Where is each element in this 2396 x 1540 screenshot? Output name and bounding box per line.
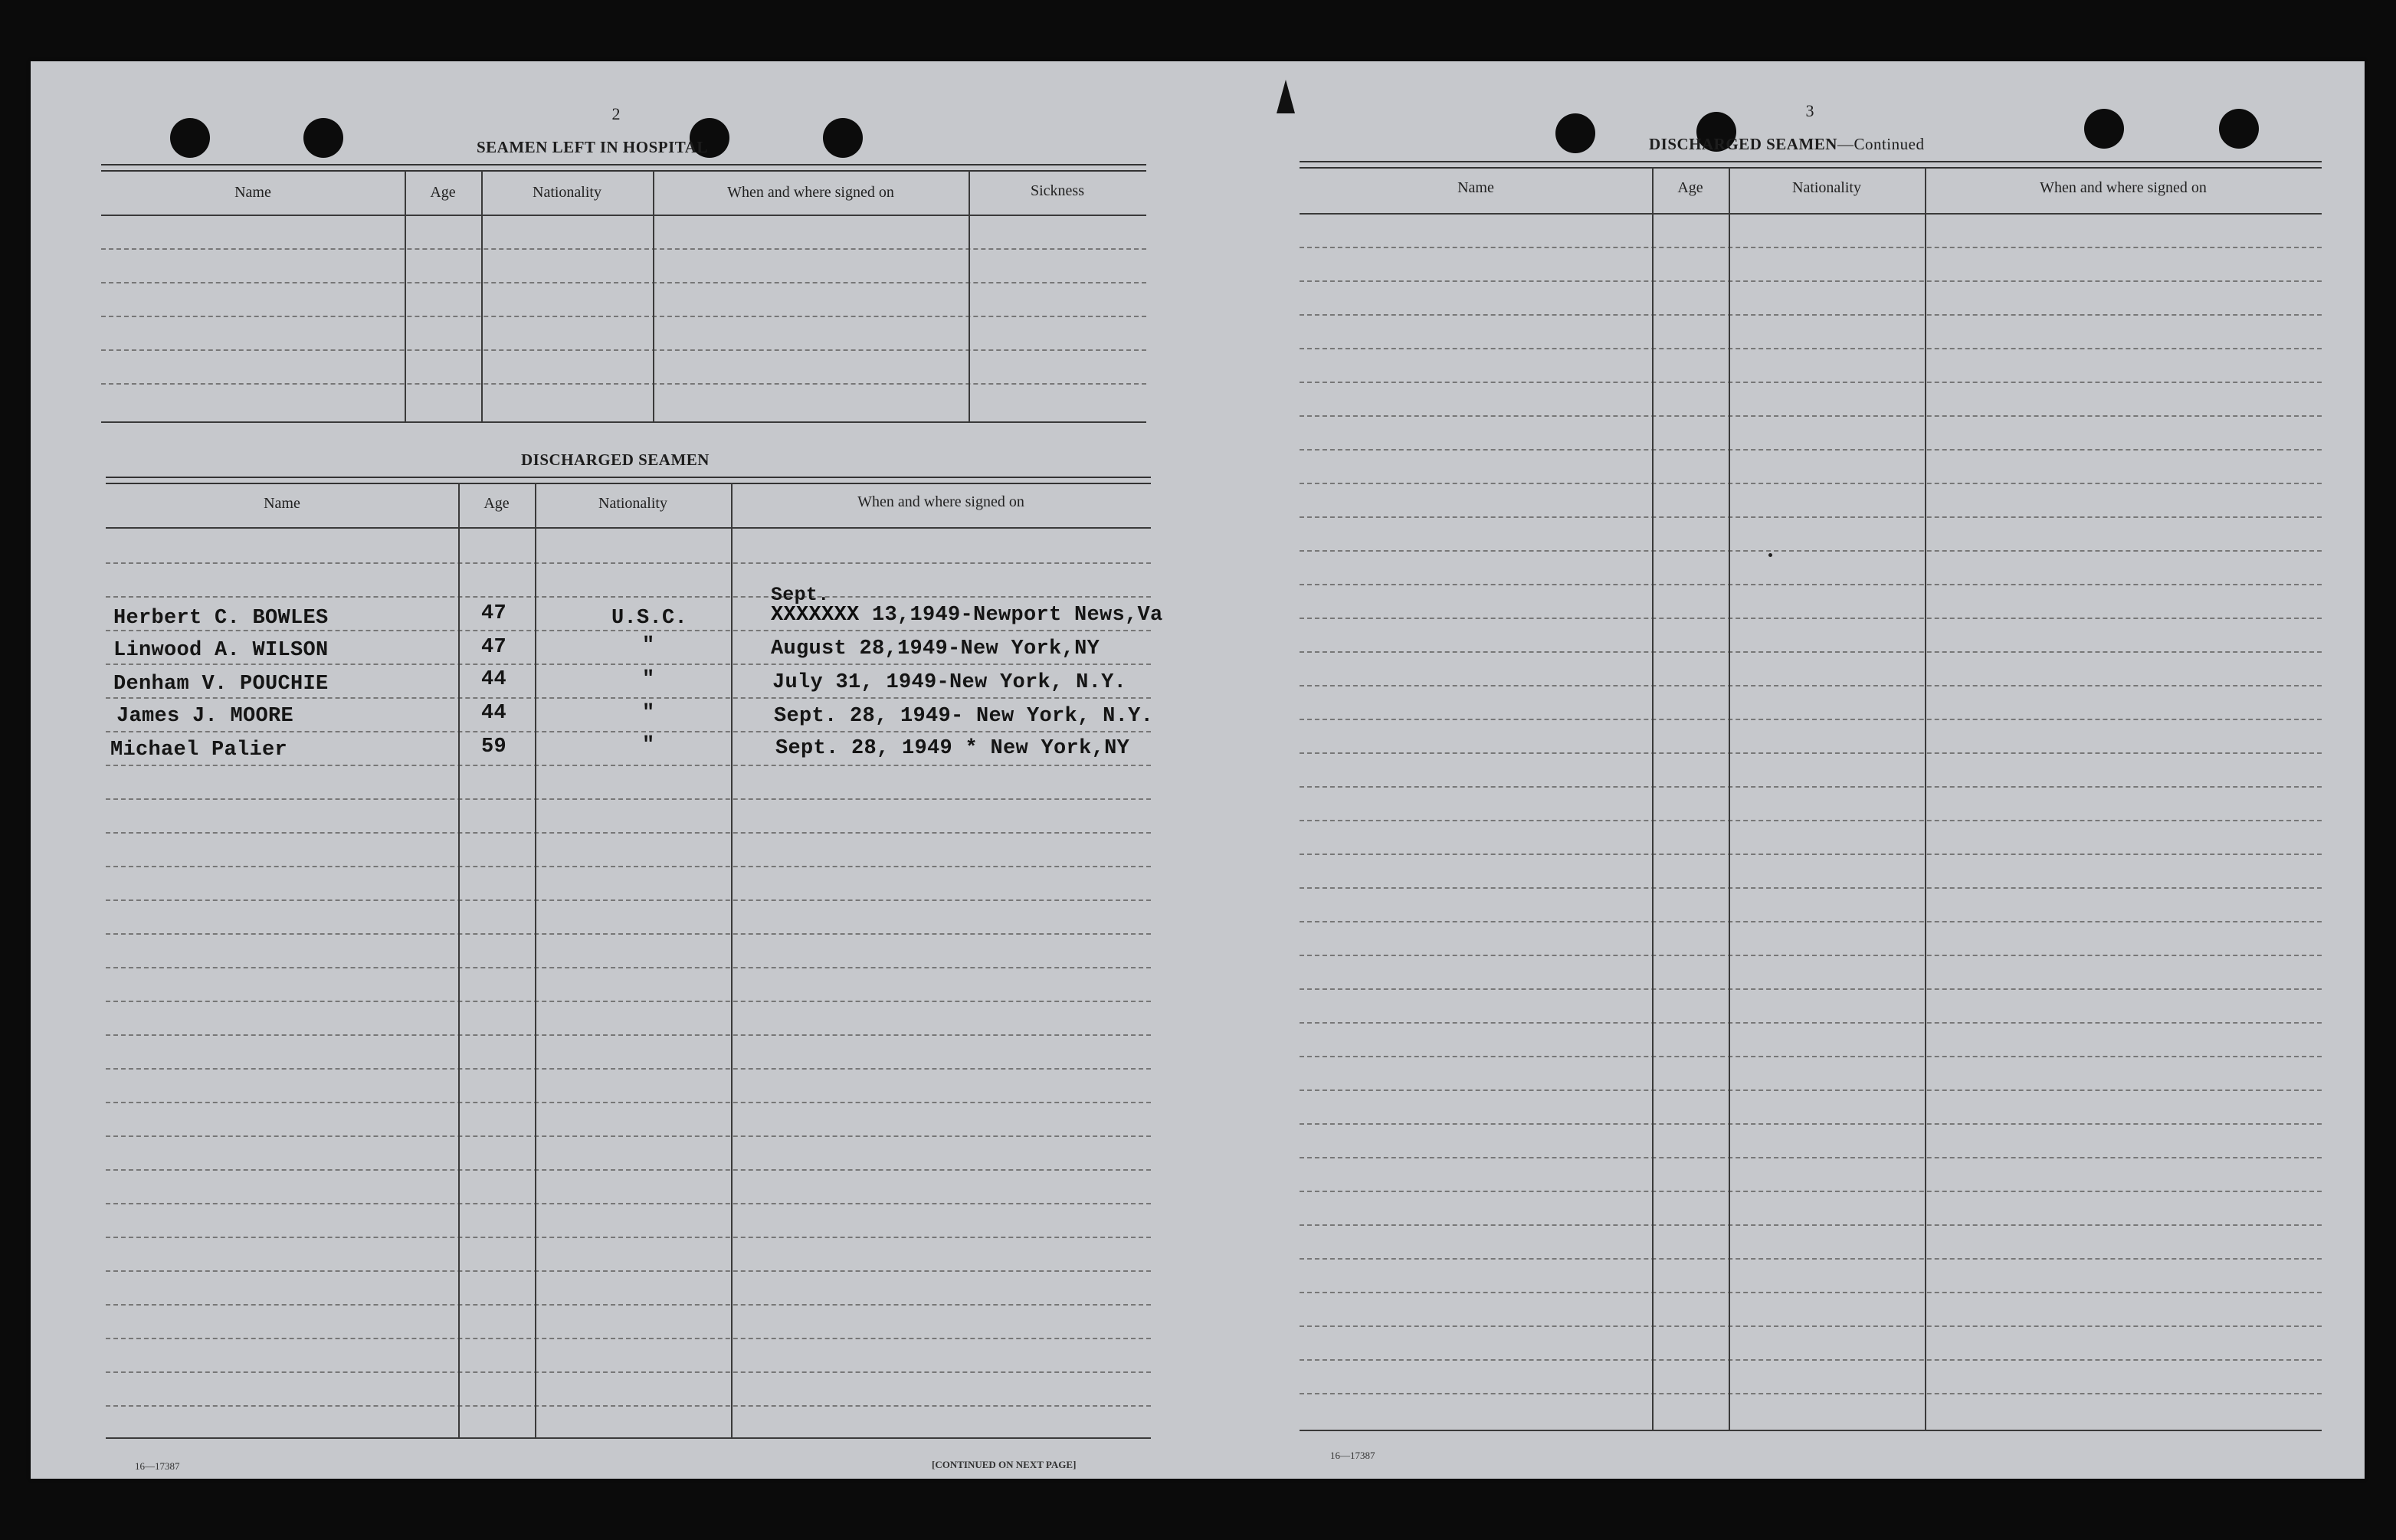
seaman-age: 47 bbox=[481, 636, 507, 659]
punch-hole bbox=[303, 118, 343, 158]
ink-speck bbox=[1768, 553, 1772, 557]
punch-hole bbox=[1555, 113, 1595, 153]
column-header: Nationality bbox=[598, 495, 667, 512]
seaman-nationality: " bbox=[642, 734, 655, 757]
seaman-age: 47 bbox=[481, 602, 507, 625]
seaman-nationality: " bbox=[642, 702, 655, 725]
column-header: Nationality bbox=[1792, 179, 1861, 196]
form-number: 16—17387 bbox=[135, 1460, 180, 1472]
column-header: When and where signed on bbox=[727, 184, 894, 201]
punch-hole bbox=[2219, 109, 2259, 149]
registration-mark bbox=[1277, 80, 1295, 113]
seaman-name: Herbert C. BOWLES bbox=[113, 607, 329, 630]
column-header: Name bbox=[1457, 179, 1494, 196]
seaman-nationality: " bbox=[642, 634, 655, 657]
document-spread bbox=[31, 61, 2365, 1479]
column-header: Name bbox=[234, 184, 271, 201]
seaman-name: James J. MOORE bbox=[116, 705, 294, 728]
column-header: Nationality bbox=[533, 184, 601, 201]
section-title-main: DISCHARGED SEAMEN bbox=[1649, 135, 1837, 153]
discharged-table bbox=[106, 477, 1163, 1450]
discharged-continued-table bbox=[1300, 161, 2322, 1442]
continued-note: [CONTINUED ON NEXT PAGE] bbox=[932, 1459, 1077, 1470]
column-header: When and where signed on bbox=[857, 493, 1024, 510]
seaman-age: 44 bbox=[481, 668, 507, 691]
punch-hole bbox=[823, 118, 863, 158]
seaman-name: Linwood A. WILSON bbox=[113, 639, 329, 662]
seaman-name: Michael Palier bbox=[110, 739, 288, 762]
seaman-signed-on: Sept. 28, 1949 * New York,NY bbox=[775, 737, 1130, 760]
section-title-discharged: DISCHARGED SEAMEN bbox=[521, 451, 710, 469]
column-header: Age bbox=[483, 495, 510, 512]
page-number: 3 bbox=[1805, 101, 1814, 120]
column-header: Sickness bbox=[1031, 182, 1084, 199]
section-title-hospital: SEAMEN LEFT IN HOSPITAL bbox=[477, 138, 708, 156]
page-number: 2 bbox=[611, 104, 621, 123]
struck-text: XXXXXXX bbox=[771, 604, 860, 627]
seaman-signed-on: 13,1949-Newport News,Va bbox=[872, 604, 1163, 627]
seaman-nationality: " bbox=[642, 668, 655, 691]
column-header: Name bbox=[264, 495, 300, 512]
seaman-age: 59 bbox=[481, 736, 507, 759]
right-page bbox=[1241, 61, 2365, 1479]
seaman-signed-on: August 28,1949-New York,NY bbox=[771, 637, 1100, 660]
seaman-name: Denham V. POUCHIE bbox=[113, 673, 329, 696]
column-header: When and where signed on bbox=[2040, 179, 2207, 196]
form-number: 16—17387 bbox=[1330, 1450, 1375, 1461]
seaman-signed-on: July 31, 1949-New York, N.Y. bbox=[772, 671, 1127, 694]
punch-hole bbox=[170, 118, 210, 158]
signed-on-month-correction: Sept. bbox=[771, 584, 830, 606]
seaman-age: 44 bbox=[481, 702, 507, 725]
seaman-signed-on: Sept. 28, 1949- New York, N.Y. bbox=[774, 705, 1154, 728]
column-header: Age bbox=[430, 184, 456, 201]
seaman-nationality: U.S.C. bbox=[611, 607, 688, 630]
left-page bbox=[31, 61, 1195, 1479]
hospital-table bbox=[101, 164, 1146, 490]
section-title-discharged-continued bbox=[1649, 135, 1924, 154]
section-title-continued: —Continued bbox=[1837, 135, 1925, 153]
column-header: Age bbox=[1677, 179, 1703, 196]
punch-hole bbox=[2084, 109, 2124, 149]
